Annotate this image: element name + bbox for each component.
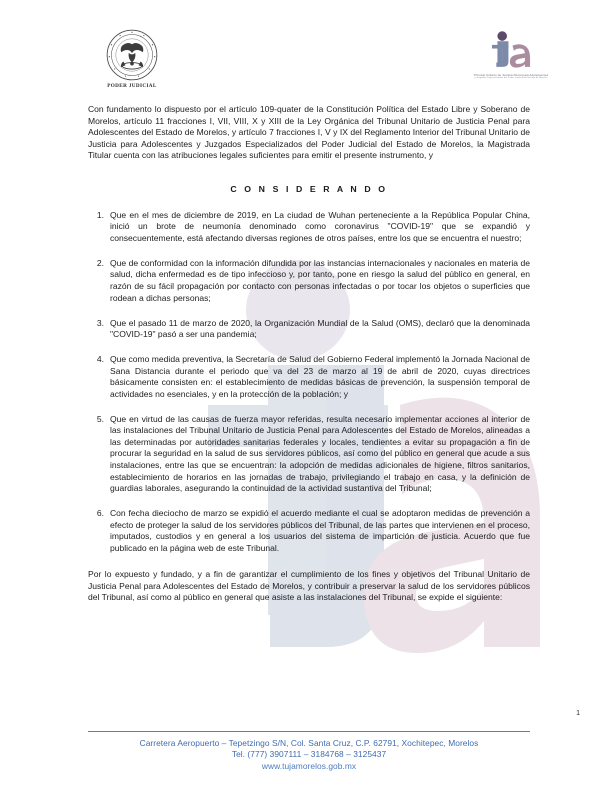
list-item (88, 210, 530, 245)
seal-caption: PODER JUDICIAL (107, 83, 157, 89)
list-item-number: 5. (96, 413, 104, 424)
footer-address: Carretera Aeropuerto – Tepetzingo S/N, Col. Santa Cruz, C.P. 62791, Xochitepec, Morelos (139, 738, 479, 748)
list-item-number: 4. (96, 354, 104, 365)
list-item-text: Que en el mes de diciembre de 2019, en La ciudad de Wuhan perteneciente a la República Popular China, inició un brote de neumonía denominado como coronavirus "COVID-19" que se expandió y consecuentemente, está afectando diversas regiones de otros países, entre los que se encuentra el nuestro; (110, 209, 530, 243)
list-item (88, 508, 530, 554)
list-item-text: Que el pasado 11 de marzo de 2020, la Organización Mundial de la Salud (OMS), declaró que la denominada "COVID-19" pasó a ser una pandemia; (110, 317, 530, 340)
document-body (88, 104, 530, 604)
list-item-text: Que en virtud de las causas de fuerza mayor referidas, resulta necesario implementar acciones al interior de las instalaciones del Tribunal Unitario de Justicia Penal para Adolescentes del Estado de Morelos, alineadas a las determinadas por autoridades sanitarias federales y locales, tendientes a evitar su propagación a fin de procurar la seguridad en la salud de sus servidores públicos, así como del público en general que acude a sus instalaciones, entre las que se encuentran: la adopción de medidas adicionales de higiene, filtros sanitarios, establecimiento de horarios en las jornadas de trabajo, privilegiando el trabajo en casa, y la definición de guardias laborales, asegurando la continuidad de la actividad sustantiva del Tribunal; (110, 413, 530, 494)
document-header (0, 22, 612, 100)
mexican-national-seal-icon (105, 28, 159, 82)
list-item (88, 318, 530, 341)
tja-subtitle: Tribunal Unitario de Justicia Penal para Adolescentes (473, 72, 549, 77)
list-item-number: 6. (96, 508, 104, 519)
considerando-heading: C O N S I D E R A N D O (230, 183, 388, 194)
list-item-text: Que de conformidad con la información difundida por las instancias internacionales y nacionales en materia de salud, dicha enfermedad es de tipo infeccioso y, por tanto, pone en riesgo la salud del público en general, en razón de su fácil propagación por contacto con personas infectadas o por tocar los objetos o superficies que rodean a dichas personas; (110, 257, 530, 303)
considerando-list (88, 210, 530, 555)
tja-subtitle-secondary: y Juzgados Especializados del Poder Judicial del Estado de Morelos (474, 76, 548, 79)
intro-paragraph: Con fundamento lo dispuesto por el artículo 109-quater de la Constitución Política del Estado Libre y Soberano de Morelos, artículo 11 fracciones I, VII, VIII, X y XIII de la Ley Orgánica del Tribunal Unitario de Justicia Penal para Adolescentes del Estado de Morelos, y artículo 7 fracciones I, V y IX del Reglamento Interior del Tribunal Unitario de Justicia para Adolescentes y Juzgados Especializados del Poder Judicial del Estado de Morelos, la Magistrada Titular cuenta con las atribuciones legales suficientes para emitir el presente instrumento, y (88, 104, 530, 161)
poder-judicial-seal-block (86, 28, 178, 89)
document-footer (88, 731, 530, 772)
list-item-text: Que como medida preventiva, la Secretaría de Salud del Gobierno Federal implementó la Jornada Nacional de Sana Distancia durante el periodo que va del 23 de marzo al 19 de abril de 2020, cuyas directrices básicamente consisten en: el establecimiento de medidas básicas de prevención, la suspensión temporal de actividades no esenciales, y en la protección de la población; y (110, 354, 530, 399)
list-item (88, 414, 530, 495)
list-item-number: 3. (96, 317, 104, 328)
list-item (88, 258, 530, 304)
tja-logo-icon (478, 30, 544, 70)
list-item-number: 2. (96, 257, 104, 268)
list-item-number: 1. (96, 209, 104, 220)
tja-logo-block (436, 30, 586, 79)
footer-website[interactable]: www.tujamorelos.gob.mx (261, 760, 357, 771)
page-number: 1 (576, 710, 580, 717)
list-item (88, 354, 530, 400)
footer-phone: Tel. (777) 3907111 – 3184768 – 3125437 (231, 749, 387, 760)
closing-paragraph: Por lo expuesto y fundado, y a fin de garantizar el cumplimiento de los fines y objetivos del Tribunal Unitario de Justicia Penal para Adolescentes del Estado de Morelos, y contribuir a preservar la salud de los servidores públicos del Tribunal, así como al público en general que asiste a las instalaciones del Tribunal, se expide el siguiente: (88, 569, 530, 603)
footer-divider (88, 731, 530, 732)
list-item-text: Con fecha dieciocho de marzo se expidió el acuerdo mediante el cual se adoptaron medidas de prevención a efecto de proteger la salud de los servidores públicos del Tribunal, de las partes que intervienen en el proceso, imputados, custodios y en general a los usuarios del sistema de impartición de justicia. Acuerdo que fue publicado en la página web de este Tribunal. (110, 508, 530, 553)
